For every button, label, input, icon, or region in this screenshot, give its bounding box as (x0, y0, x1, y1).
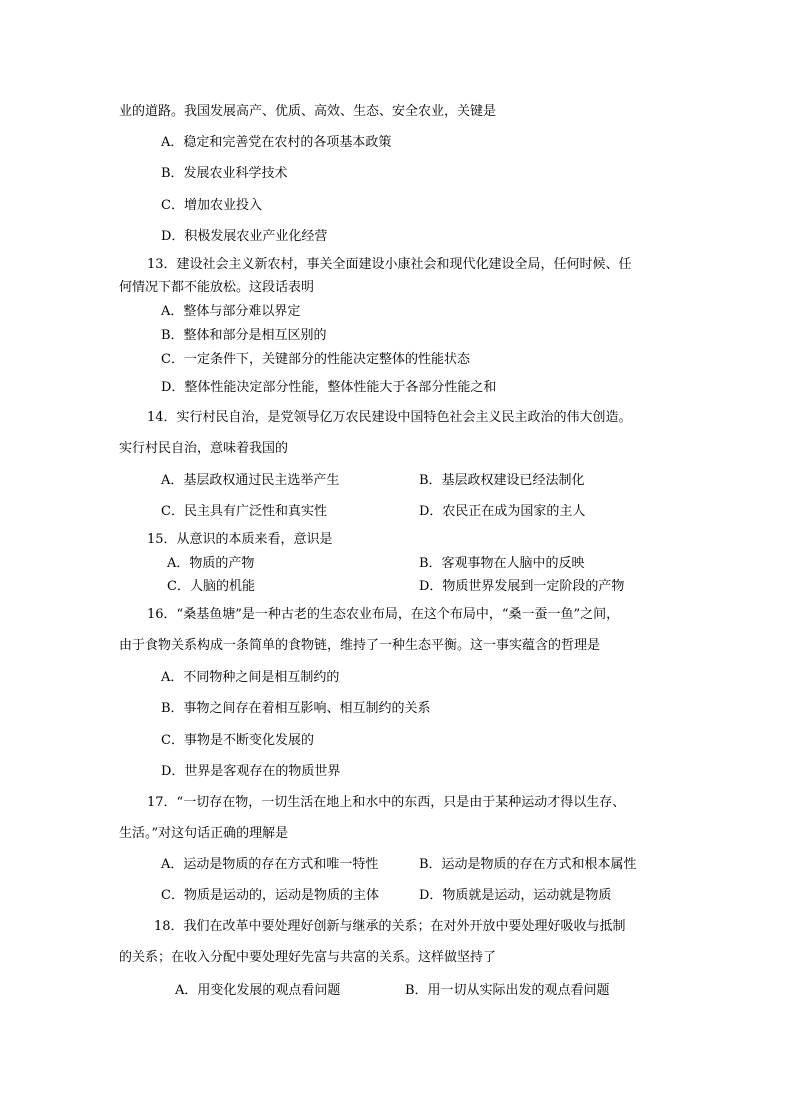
q15-option-d: D．物质世界发展到一定阶段的产物 (419, 579, 625, 594)
q16-stem-line1: 16．“桑基鱼塘”是一种古老的生态农业布局，在这个布局中，“桑一蚕一鱼”之间， (147, 607, 620, 622)
q16-stem-line2: 由于食物关系构成一条简单的食物链，维持了一种生态平衡。这一事实蕴含的哲理是 (119, 638, 601, 653)
q18-option-b: B．用一切从实际出发的观点看问题 (405, 983, 610, 998)
q15-option-b: B．客观事物在人脑中的反映 (419, 556, 585, 571)
q13-option-d: D．整体性能决定部分性能，整体性能大于各部分性能之和 (161, 380, 497, 395)
q16-option-c: C．事物是不断变化发展的 (161, 733, 314, 748)
q17-option-b: B．运动是物质的存在方式和根本属性 (419, 857, 637, 872)
continuation-line: 业的道路。我国发展高产、优质、高效、生态、安全农业，关键是 (119, 104, 497, 119)
q13-stem-line1: 13．建设社会主义新农村，事关全面建设小康社会和现代化建设全局，任何时候、任 (147, 257, 632, 272)
q16-option-b: B．事物之间存在着相互影响、相互制约的关系 (161, 701, 431, 716)
q14-option-a: A．基层政权通过民主选举产生 (161, 473, 340, 488)
q13-option-c: C．一定条件下，关键部分的性能决定整体的性能状态 (161, 352, 470, 367)
q15-option-c: C．人脑的机能 (167, 579, 255, 594)
q14-stem-line1: 14．实行村民自治，是党领导亿万农民建设中国特色社会主义民主政治的伟大创造。 (147, 410, 632, 425)
q12-option-c: C．增加农业投入 (161, 198, 262, 213)
q18-option-a: A．用变化发展的观点看问题 (175, 983, 341, 998)
q15-option-a: A．物质的产物 (167, 556, 255, 571)
q17-stem-line1: 17．“一切存在物，一切生活在地上和水中的东西，只是由于某种运动才得以生存、 (147, 795, 626, 810)
q14-option-d: D．农民正在成为国家的主人 (419, 504, 586, 519)
q12-option-d: D．积极发展农业产业化经营 (161, 229, 328, 244)
q12-option-b: B．发展农业科学技术 (161, 166, 288, 181)
q18-stem-line1: 18．我们在改革中要处理好创新与继承的关系；在对外开放中要处理好吸收与抵制 (154, 919, 626, 934)
q12-option-a: A．稳定和完善党在农村的各项基本政策 (161, 135, 392, 150)
q16-option-d: D．世界是客观存在的物质世界 (161, 764, 341, 779)
q13-stem-line2: 何情况下都不能放松。这段话表明 (119, 280, 315, 295)
q18-stem-line2: 的关系；在收入分配中要处理好先富与共富的关系。这样做坚持了 (119, 950, 497, 965)
q17-option-d: D．物质就是运动，运动就是物质 (419, 888, 612, 903)
q13-option-a: A．整体与部分难以界定 (161, 304, 301, 319)
q14-option-c: C．民主具有广泛性和真实性 (161, 504, 327, 519)
q17-option-a: A．运动是物质的存在方式和唯一特性 (161, 857, 379, 872)
q14-stem-line2: 实行村民自治，意味着我国的 (119, 441, 289, 456)
q16-option-a: A．不同物种之间是相互制约的 (161, 670, 340, 685)
q17-option-c: C．物质是运动的，运动是物质的主体 (161, 888, 379, 903)
q15-stem: 15．从意识的本质来看，意识是 (147, 532, 333, 547)
q17-stem-line2: 生活。”对这句话正确的理解是 (119, 826, 289, 841)
q14-option-b: B．基层政权建设已经法制化 (419, 473, 585, 488)
q13-option-b: B．整体和部分是相互区别的 (161, 328, 327, 343)
